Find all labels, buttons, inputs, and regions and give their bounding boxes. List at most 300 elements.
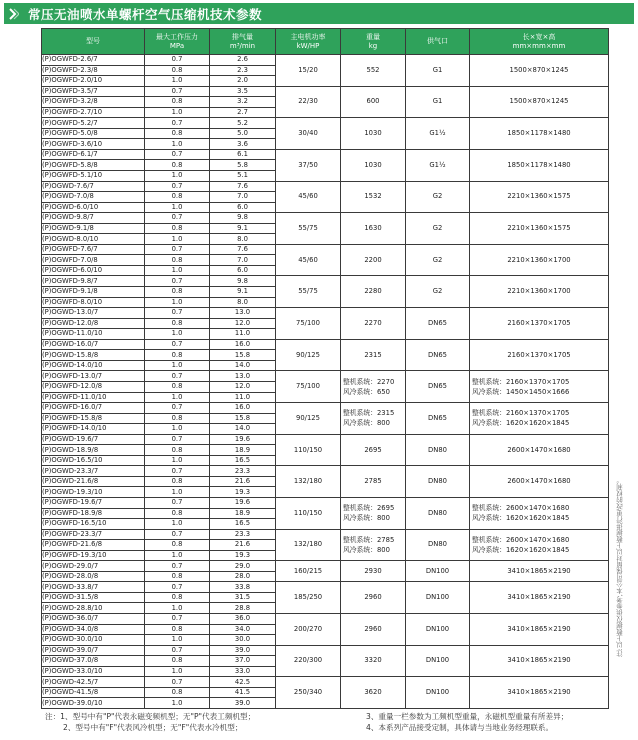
cell-pressure: 0.8: [145, 540, 210, 551]
cell-model: (P)OGWFD-7.0/8: [42, 255, 145, 266]
cell-pressure: 1.0: [145, 107, 210, 118]
cell-flow: 16.0: [210, 339, 276, 350]
cell-model: (P)OGWFD-3.6/10: [42, 139, 145, 150]
cell-pressure: 1.0: [145, 329, 210, 340]
cell-flow: 42.5: [210, 677, 276, 688]
cell-model: (P)OGWD-33.0/10: [42, 666, 145, 677]
cell-model: (P)OGWFD-16.0/7: [42, 403, 145, 414]
cell-weight: 2280: [341, 276, 406, 308]
cell-power: 185/250: [276, 582, 341, 614]
cell-model: (P)OGWFD-19.3/10: [42, 550, 145, 561]
table-row: [42, 613, 609, 624]
cell-pressure: 1.0: [145, 360, 210, 371]
cell-pressure: 1.0: [145, 139, 210, 150]
cell-dim-line: 风冷系统：1450×1450×1666: [472, 387, 570, 396]
side-disclaimer: 注:以上数据仅供参考,本公司保留对以上数据进行更改的权利。: [616, 477, 624, 658]
cell-model: (P)OGWD-14.0/10: [42, 360, 145, 371]
cell-model: (P)OGWD-18.9/8: [42, 445, 145, 456]
cell-weight: 2960: [341, 582, 406, 614]
cell-flow: 15.8: [210, 413, 276, 424]
cell-pressure: 1.0: [145, 666, 210, 677]
cell-pressure: 0.7: [145, 244, 210, 255]
cell-model: (P)OGWFD-9.8/7: [42, 276, 145, 287]
cell-port: G2: [406, 244, 470, 276]
cell-model: (P)OGWD-36.0/7: [42, 613, 145, 624]
cell-pressure: 1.0: [145, 519, 210, 530]
cell-flow: 6.0: [210, 202, 276, 213]
cell-weight: 2200: [341, 244, 406, 276]
cell-pressure: 0.7: [145, 86, 210, 97]
col-header-model: 型号: [42, 29, 145, 55]
cell-model: (P)OGWD-15.8/8: [42, 350, 145, 361]
cell-port: G2: [406, 276, 470, 308]
cell-dim: 3410×1865×2190: [470, 561, 609, 582]
cell-flow: 8.0: [210, 234, 276, 245]
cell-weight: 2315: [341, 339, 406, 371]
cell-dim: 3410×1865×2190: [470, 613, 609, 645]
cell-model: (P)OGWD-7.0/8: [42, 192, 145, 203]
cell-dim: [470, 497, 609, 529]
cell-dim: [470, 403, 609, 435]
cell-power: 55/75: [276, 276, 341, 308]
table-row: [42, 561, 609, 572]
table-row: [42, 434, 609, 445]
cell-dim: 1850×1178×1480: [470, 118, 609, 150]
cell-weight: 552: [341, 55, 406, 87]
cell-power: 45/60: [276, 181, 341, 213]
cell-pressure: 0.8: [145, 624, 210, 635]
cell-flow: 33.0: [210, 666, 276, 677]
cell-pressure: 1.0: [145, 550, 210, 561]
cell-port: G1½: [406, 149, 470, 181]
note-4: 4、本系列产品接受定制，具体请与当地业务经理联系。: [366, 723, 554, 732]
cell-pressure: 0.8: [145, 350, 210, 361]
cell-flow: 37.0: [210, 656, 276, 667]
col-header-port: 供气口: [406, 29, 470, 55]
cell-dim-line: 整机系统：2160×1370×1705: [472, 377, 570, 386]
cell-flow: 12.0: [210, 318, 276, 329]
cell-flow: 21.6: [210, 476, 276, 487]
cell-model: (P)OGWFD-15.8/8: [42, 413, 145, 424]
cell-pressure: 0.7: [145, 276, 210, 287]
cell-model: (P)OGWFD-18.9/8: [42, 508, 145, 519]
table-row: [42, 339, 609, 350]
cell-pressure: 1.0: [145, 392, 210, 403]
cell-model: (P)OGWFD-6.0/10: [42, 265, 145, 276]
spec-table: [41, 28, 609, 709]
cell-flow: 29.0: [210, 561, 276, 572]
cell-dim: 2210×1360×1575: [470, 181, 609, 213]
cell-power: 132/180: [276, 529, 341, 561]
cell-flow: 34.0: [210, 624, 276, 635]
cell-port: DN100: [406, 561, 470, 582]
cell-dim-line: 风冷系统：1620×1620×1845: [472, 419, 570, 428]
cell-port: DN100: [406, 613, 470, 645]
table-row: [42, 181, 609, 192]
cell-model: (P)OGWD-42.5/7: [42, 677, 145, 688]
cell-power: 37/50: [276, 149, 341, 181]
cell-dim-line: 整机系统：2600×1470×1680: [472, 535, 570, 544]
cell-weight-line: 风冷系统：800: [343, 514, 390, 523]
cell-flow: 3.6: [210, 139, 276, 150]
cell-flow: 9.8: [210, 276, 276, 287]
cell-model: (P)OGWFD-5.0/8: [42, 128, 145, 139]
cell-weight: 2270: [341, 308, 406, 340]
cell-pressure: 0.8: [145, 65, 210, 76]
cell-model: (P)OGWD-30.0/10: [42, 635, 145, 646]
cell-pressure: 1.0: [145, 202, 210, 213]
notes-left: [45, 711, 255, 733]
cell-pressure: 1.0: [145, 455, 210, 466]
cell-power: 110/150: [276, 434, 341, 466]
cell-flow: 11.0: [210, 392, 276, 403]
cell-pressure: 0.8: [145, 592, 210, 603]
cell-pressure: 0.7: [145, 434, 210, 445]
cell-flow: 28.8: [210, 603, 276, 614]
cell-dim-line: 风冷系统：1620×1620×1845: [472, 545, 570, 554]
cell-flow: 12.0: [210, 381, 276, 392]
cell-weight-line: 风冷系统：650: [343, 387, 390, 396]
cell-model: (P)OGWD-19.3/10: [42, 487, 145, 498]
cell-power: 250/340: [276, 677, 341, 709]
cell-weight: 2695: [341, 434, 406, 466]
table-row: [42, 118, 609, 129]
cell-flow: 19.3: [210, 550, 276, 561]
cell-flow: 2.3: [210, 65, 276, 76]
table-row: [42, 529, 609, 540]
table-row: [42, 276, 609, 287]
cell-pressure: 0.8: [145, 192, 210, 203]
cell-flow: 2.7: [210, 107, 276, 118]
cell-flow: 39.0: [210, 645, 276, 656]
cell-dim-line: 整机系统：2160×1370×1705: [472, 409, 570, 418]
cell-model: (P)OGWFD-7.6/7: [42, 244, 145, 255]
cell-weight: [341, 529, 406, 561]
cell-flow: 36.0: [210, 613, 276, 624]
cell-power: 55/75: [276, 213, 341, 245]
cell-model: (P)OGWD-28.0/8: [42, 571, 145, 582]
cell-port: G2: [406, 181, 470, 213]
cell-flow: 6.0: [210, 265, 276, 276]
note-2: 2、型号中有"F"代表风冷机型；无"F"代表水冷机型；: [63, 723, 243, 732]
chevron-right-icon: [4, 3, 22, 24]
cell-flow: 16.5: [210, 455, 276, 466]
cell-pressure: 0.7: [145, 466, 210, 477]
cell-model: (P)OGWFD-5.2/7: [42, 118, 145, 129]
cell-pressure: 0.7: [145, 529, 210, 540]
cell-flow: 2.6: [210, 55, 276, 66]
cell-weight: 3320: [341, 645, 406, 677]
cell-weight: 3620: [341, 677, 406, 709]
cell-model: (P)OGWD-6.0/10: [42, 202, 145, 213]
cell-pressure: 0.8: [145, 255, 210, 266]
cell-port: DN100: [406, 582, 470, 614]
table-row: [42, 55, 609, 66]
cell-pressure: 1.0: [145, 698, 210, 709]
cell-flow: 9.1: [210, 223, 276, 234]
cell-pressure: 0.7: [145, 613, 210, 624]
note-1: 注：1、型号中有"P"代表永磁变频机型；无"P"代表工频机型；: [45, 712, 256, 721]
table-row: [42, 86, 609, 97]
cell-flow: 5.1: [210, 171, 276, 182]
cell-model: (P)OGWD-13.0/7: [42, 308, 145, 319]
cell-flow: 11.0: [210, 329, 276, 340]
cell-pressure: 0.7: [145, 339, 210, 350]
cell-model: (P)OGWFD-14.0/10: [42, 424, 145, 435]
cell-model: (P)OGWD-29.0/7: [42, 561, 145, 572]
cell-model: (P)OGWD-28.8/10: [42, 603, 145, 614]
cell-flow: 7.6: [210, 181, 276, 192]
cell-flow: 39.0: [210, 698, 276, 709]
col-header-dim: 长×宽×高 mm×mm×mm: [470, 29, 609, 55]
cell-model: (P)OGWFD-21.6/8: [42, 540, 145, 551]
cell-model: (P)OGWFD-13.0/7: [42, 371, 145, 382]
cell-dim: [470, 529, 609, 561]
cell-model: (P)OGWFD-2.6/7: [42, 55, 145, 66]
cell-weight: 1630: [341, 213, 406, 245]
cell-power: 132/180: [276, 466, 341, 498]
cell-pressure: 0.8: [145, 287, 210, 298]
cell-flow: 28.0: [210, 571, 276, 582]
cell-dim-line: 风冷系统：1620×1620×1845: [472, 514, 570, 523]
table-row: [42, 403, 609, 414]
cell-model: (P)OGWFD-3.2/8: [42, 97, 145, 108]
cell-port: DN80: [406, 529, 470, 561]
cell-flow: 15.8: [210, 350, 276, 361]
cell-port: DN100: [406, 645, 470, 677]
col-header-pressure: 最大工作压力 MPa: [145, 29, 210, 55]
cell-flow: 9.8: [210, 213, 276, 224]
cell-port: G1: [406, 86, 470, 118]
cell-pressure: 0.7: [145, 213, 210, 224]
cell-pressure: 0.7: [145, 582, 210, 593]
col-header-power: 主电机功率 kW/HP: [276, 29, 341, 55]
notes-right: [366, 711, 568, 733]
cell-flow: 16.0: [210, 403, 276, 414]
cell-pressure: 1.0: [145, 603, 210, 614]
cell-port: DN65: [406, 403, 470, 435]
cell-model: (P)OGWFD-5.8/8: [42, 160, 145, 171]
cell-pressure: 0.8: [145, 381, 210, 392]
cell-weight: [341, 497, 406, 529]
cell-pressure: 1.0: [145, 234, 210, 245]
table-header-row: [42, 29, 609, 55]
cell-model: (P)OGWD-37.0/8: [42, 656, 145, 667]
cell-port: DN80: [406, 466, 470, 498]
cell-pressure: 0.8: [145, 97, 210, 108]
cell-pressure: 0.8: [145, 445, 210, 456]
cell-power: 15/20: [276, 55, 341, 87]
cell-model: (P)OGWFD-16.5/10: [42, 519, 145, 530]
cell-flow: 41.5: [210, 687, 276, 698]
cell-pressure: 0.8: [145, 508, 210, 519]
cell-pressure: 0.8: [145, 128, 210, 139]
cell-port: DN65: [406, 308, 470, 340]
cell-flow: 9.1: [210, 287, 276, 298]
cell-dim: 2210×1360×1700: [470, 244, 609, 276]
cell-pressure: 0.7: [145, 403, 210, 414]
cell-model: (P)OGWFD-23.3/7: [42, 529, 145, 540]
cell-pressure: 0.8: [145, 160, 210, 171]
cell-model: (P)OGWD-9.1/8: [42, 223, 145, 234]
cell-flow: 13.0: [210, 371, 276, 382]
cell-power: 45/60: [276, 244, 341, 276]
cell-pressure: 1.0: [145, 76, 210, 87]
cell-flow: 13.0: [210, 308, 276, 319]
cell-weight: 1030: [341, 118, 406, 150]
cell-weight: [341, 371, 406, 403]
cell-power: 220/300: [276, 645, 341, 677]
cell-flow: 3.5: [210, 86, 276, 97]
cell-dim-line: 整机系统：2600×1470×1680: [472, 504, 570, 513]
cell-pressure: 0.7: [145, 118, 210, 129]
cell-flow: 31.5: [210, 592, 276, 603]
cell-power: 22/30: [276, 86, 341, 118]
cell-pressure: 0.7: [145, 181, 210, 192]
cell-flow: 2.0: [210, 76, 276, 87]
cell-model: (P)OGWFD-5.1/10: [42, 171, 145, 182]
cell-flow: 7.0: [210, 192, 276, 203]
cell-model: (P)OGWFD-2.7/10: [42, 107, 145, 118]
cell-model: (P)OGWFD-2.3/8: [42, 65, 145, 76]
cell-port: G1½: [406, 118, 470, 150]
cell-pressure: 0.7: [145, 149, 210, 160]
cell-weight-line: 整机系统：2785: [343, 535, 395, 544]
cell-model: (P)OGWFD-19.6/7: [42, 497, 145, 508]
cell-model: (P)OGWD-11.0/10: [42, 329, 145, 340]
page-title: 常压无油喷水单螺杆空气压缩机技术参数: [28, 6, 263, 22]
cell-flow: 7.0: [210, 255, 276, 266]
cell-power: 30/40: [276, 118, 341, 150]
cell-model: (P)OGWFD-12.0/8: [42, 381, 145, 392]
cell-power: 110/150: [276, 497, 341, 529]
cell-model: (P)OGWD-33.8/7: [42, 582, 145, 593]
cell-pressure: 1.0: [145, 297, 210, 308]
cell-dim: [470, 371, 609, 403]
cell-model: (P)OGWD-16.0/7: [42, 339, 145, 350]
cell-weight-line: 整机系统：2270: [343, 377, 395, 386]
cell-flow: 14.0: [210, 360, 276, 371]
cell-pressure: 0.7: [145, 55, 210, 66]
cell-pressure: 1.0: [145, 171, 210, 182]
cell-model: (P)OGWD-39.0/7: [42, 645, 145, 656]
cell-pressure: 0.7: [145, 497, 210, 508]
table-row: [42, 213, 609, 224]
cell-model: (P)OGWD-8.0/10: [42, 234, 145, 245]
cell-flow: 21.6: [210, 540, 276, 551]
cell-pressure: 0.8: [145, 223, 210, 234]
cell-power: 75/100: [276, 371, 341, 403]
table-row: [42, 582, 609, 593]
cell-pressure: 0.8: [145, 476, 210, 487]
cell-model: (P)OGWD-16.5/10: [42, 455, 145, 466]
cell-dim: 2600×1470×1680: [470, 434, 609, 466]
cell-flow: 33.8: [210, 582, 276, 593]
cell-power: 90/125: [276, 403, 341, 435]
cell-pressure: 0.7: [145, 308, 210, 319]
cell-model: (P)OGWD-21.6/8: [42, 476, 145, 487]
cell-model: (P)OGWD-9.8/7: [42, 213, 145, 224]
cell-flow: 19.3: [210, 487, 276, 498]
cell-flow: 16.5: [210, 519, 276, 530]
cell-weight: 1532: [341, 181, 406, 213]
cell-weight-line: 整机系统：2315: [343, 409, 395, 418]
table-body: [42, 55, 609, 709]
cell-dim: 2210×1360×1700: [470, 276, 609, 308]
cell-pressure: 0.7: [145, 561, 210, 572]
cell-model: (P)OGWFD-6.1/7: [42, 149, 145, 160]
cell-dim: 2210×1360×1575: [470, 213, 609, 245]
cell-flow: 5.0: [210, 128, 276, 139]
table-row: [42, 308, 609, 319]
cell-dim: 2160×1370×1705: [470, 339, 609, 371]
cell-model: (P)OGWFD-8.0/10: [42, 297, 145, 308]
cell-port: DN80: [406, 434, 470, 466]
cell-pressure: 1.0: [145, 424, 210, 435]
cell-pressure: 0.8: [145, 687, 210, 698]
table-row: [42, 244, 609, 255]
cell-model: (P)OGWD-7.6/7: [42, 181, 145, 192]
cell-weight: 2930: [341, 561, 406, 582]
cell-flow: 3.2: [210, 97, 276, 108]
cell-weight: 2785: [341, 466, 406, 498]
cell-flow: 30.0: [210, 635, 276, 646]
table-row: [42, 645, 609, 656]
table-row: [42, 371, 609, 382]
cell-model: (P)OGWD-34.0/8: [42, 624, 145, 635]
cell-flow: 18.9: [210, 445, 276, 456]
cell-dim: 1500×870×1245: [470, 86, 609, 118]
cell-port: G2: [406, 213, 470, 245]
cell-pressure: 0.8: [145, 413, 210, 424]
cell-model: (P)OGWFD-3.5/7: [42, 86, 145, 97]
cell-pressure: 1.0: [145, 487, 210, 498]
cell-flow: 7.6: [210, 244, 276, 255]
cell-flow: 5.8: [210, 160, 276, 171]
title-banner: [4, 3, 634, 24]
cell-pressure: 0.8: [145, 571, 210, 582]
table-row: [42, 497, 609, 508]
cell-dim: 2600×1470×1680: [470, 466, 609, 498]
cell-flow: 19.6: [210, 497, 276, 508]
cell-port: DN100: [406, 677, 470, 709]
cell-model: (P)OGWFD-11.0/10: [42, 392, 145, 403]
cell-flow: 23.3: [210, 466, 276, 477]
cell-weight-line: 风冷系统：800: [343, 545, 390, 554]
cell-model: (P)OGWFD-9.1/8: [42, 287, 145, 298]
cell-pressure: 0.7: [145, 645, 210, 656]
cell-weight: 1030: [341, 149, 406, 181]
cell-dim: 3410×1865×2190: [470, 677, 609, 709]
cell-port: DN80: [406, 497, 470, 529]
cell-dim: 1850×1178×1480: [470, 149, 609, 181]
cell-model: (P)OGWD-39.0/10: [42, 698, 145, 709]
cell-pressure: 0.7: [145, 371, 210, 382]
cell-power: 75/100: [276, 308, 341, 340]
cell-pressure: 1.0: [145, 635, 210, 646]
cell-pressure: 0.7: [145, 677, 210, 688]
table-row: [42, 677, 609, 688]
cell-weight-line: 整机系统：2695: [343, 504, 395, 513]
cell-pressure: 1.0: [145, 265, 210, 276]
col-header-flow: 排气量 m³/min: [210, 29, 276, 55]
cell-flow: 6.1: [210, 149, 276, 160]
col-header-weight: 重量 kg: [341, 29, 406, 55]
cell-flow: 5.2: [210, 118, 276, 129]
cell-flow: 14.0: [210, 424, 276, 435]
cell-power: 90/125: [276, 339, 341, 371]
cell-port: DN65: [406, 339, 470, 371]
